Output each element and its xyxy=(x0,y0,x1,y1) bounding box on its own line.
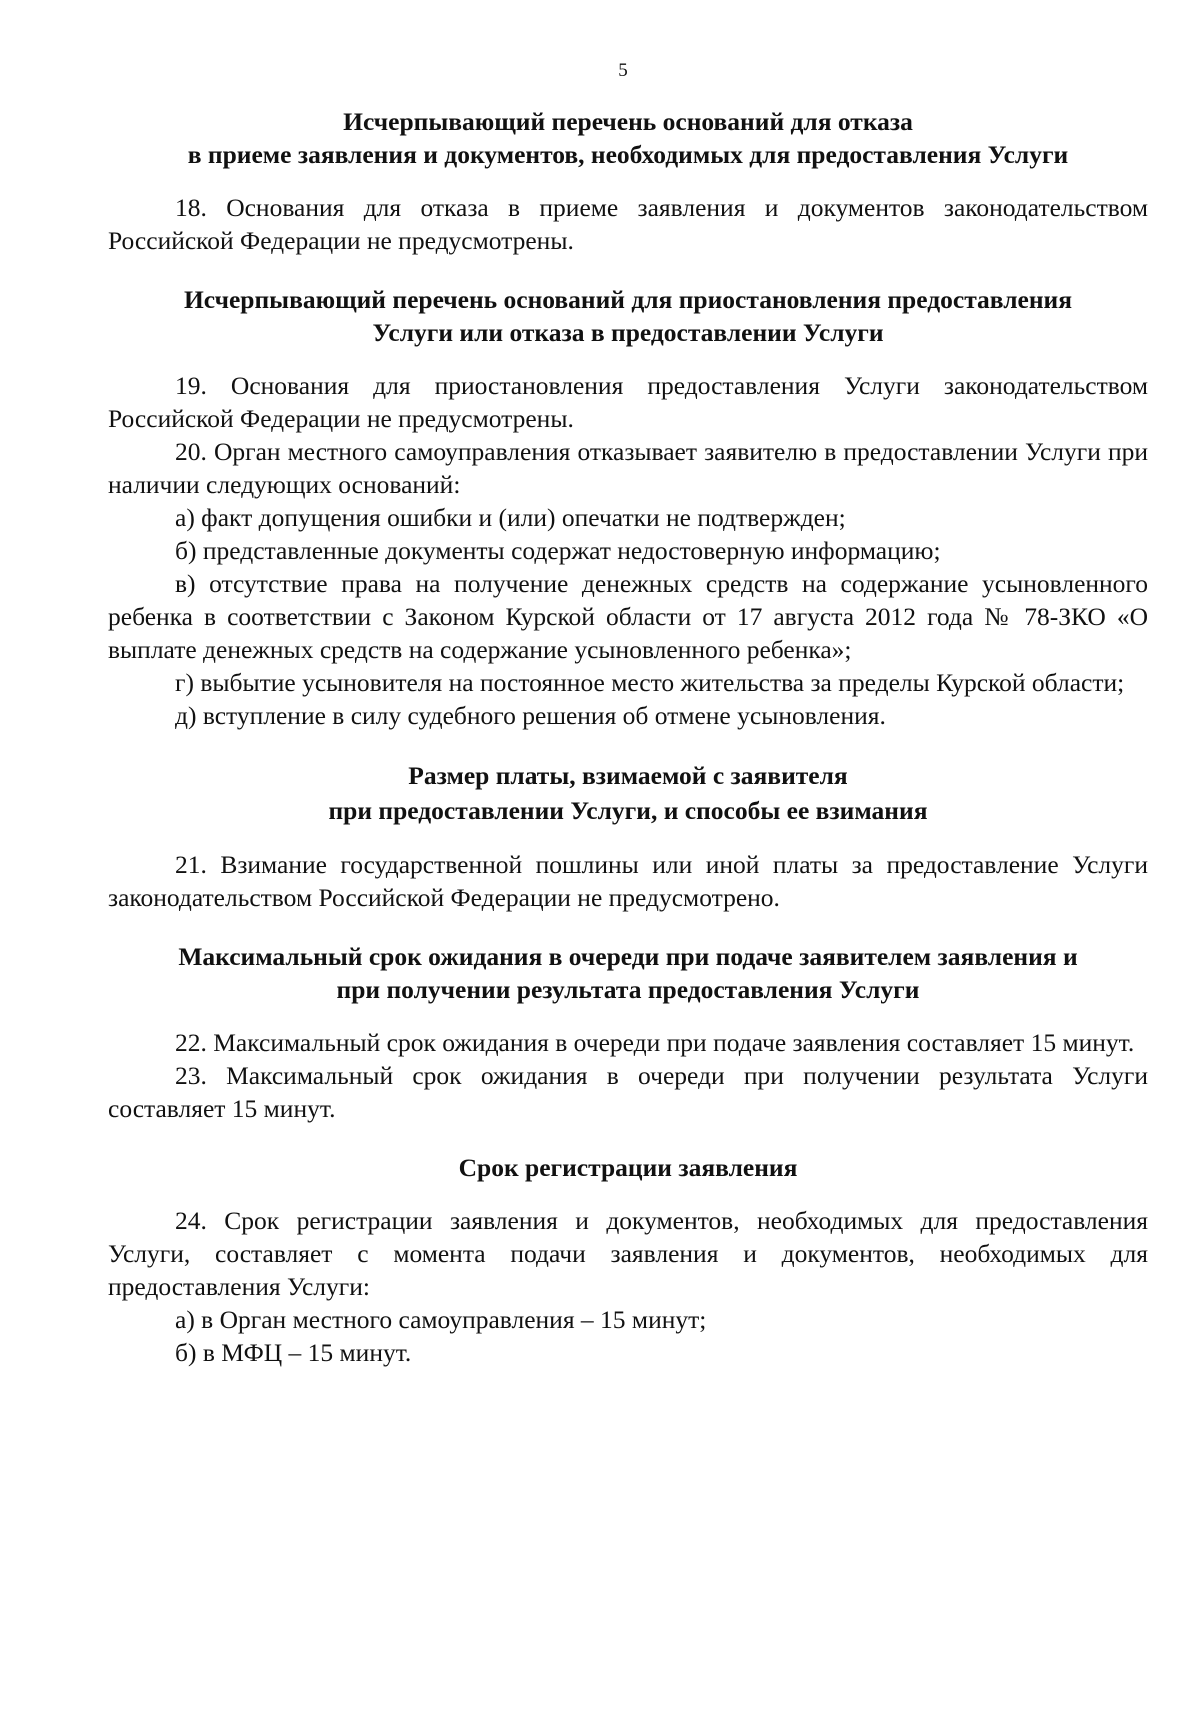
heading-line: Максимальный срок ожидания в очереди при подаче заявителем заявления и xyxy=(178,942,1078,971)
paragraph-21: 21. Взимание государственной пошлины или иной платы за предоставление Услуги законодательством Российской Федерации не предусмотрено. xyxy=(108,850,1148,912)
heading-line: Услуги или отказа в предоставлении Услуги xyxy=(372,318,884,347)
document-body xyxy=(108,105,1148,1369)
list-item-g: г) выбытие усыновителя на постоянное место жительства за пределы Курской области; xyxy=(175,668,1125,697)
list-item-b: б) в МФЦ – 15 минут. xyxy=(175,1338,412,1367)
section-heading-fee xyxy=(108,758,1148,828)
paragraph-20: 20. Орган местного самоуправления отказывает заявителю в предоставлении Услуги при наличии следующих оснований: xyxy=(108,437,1148,499)
paragraph-18: 18. Основания для отказа в приеме заявления и документов законодательством Российской Федерации не предусмотрены. xyxy=(108,193,1148,255)
heading-line: Исчерпывающий перечень оснований для приостановления предоставления xyxy=(183,285,1073,314)
list-item-a: а) в Орган местного самоуправления – 15 минут; xyxy=(175,1305,707,1334)
list-item-v: в) отсутствие права на получение денежных средств на содержание усыновленного ребенка в соответствии с Законом Курской области от 17 августа 2012 года № 78-ЗКО «О выплате денежных средств на содержание усыновленного ребенка»; xyxy=(108,569,1148,664)
heading-line: Исчерпывающий перечень оснований для отказа xyxy=(343,107,913,136)
section-heading-registration-time xyxy=(108,1151,1148,1184)
paragraph-23: 23. Максимальный срок ожидания в очереди при получении результата Услуги составляет 15 минут. xyxy=(108,1061,1148,1123)
heading-line: при получении результата предоставления Услуги xyxy=(336,975,920,1004)
paragraph-24: 24. Срок регистрации заявления и документов, необходимых для предоставления Услуги, составляет с момента подачи заявления и документов, необходимых для предоставления Услуги: xyxy=(108,1206,1148,1301)
heading-line: при предоставлении Услуги, и способы ее взимания xyxy=(328,796,928,825)
list-item-d: д) вступление в силу судебного решения об отмене усыновления. xyxy=(175,701,886,730)
section-heading-suspension-refusal xyxy=(108,283,1148,349)
paragraph-22: 22. Максимальный срок ожидания в очереди при подаче заявления составляет 15 минут. xyxy=(175,1028,1135,1057)
list-item-b: б) представленные документы содержат недостоверную информацию; xyxy=(175,536,941,565)
heading-line: в приеме заявления и документов, необходимых для предоставления Услуги xyxy=(187,140,1069,169)
section-heading-queue-time xyxy=(108,940,1148,1006)
heading-line: Срок регистрации заявления xyxy=(458,1153,798,1182)
heading-line: Размер платы, взимаемой с заявителя xyxy=(408,761,848,790)
page-number: 5 xyxy=(618,60,628,81)
list-item-a: а) факт допущения ошибки и (или) опечатки не подтвержден; xyxy=(175,503,846,532)
paragraph-19: 19. Основания для приостановления предоставления Услуги законодательством Российской Федерации не предусмотрены. xyxy=(108,371,1148,433)
section-heading-refusal-reception xyxy=(108,105,1148,171)
